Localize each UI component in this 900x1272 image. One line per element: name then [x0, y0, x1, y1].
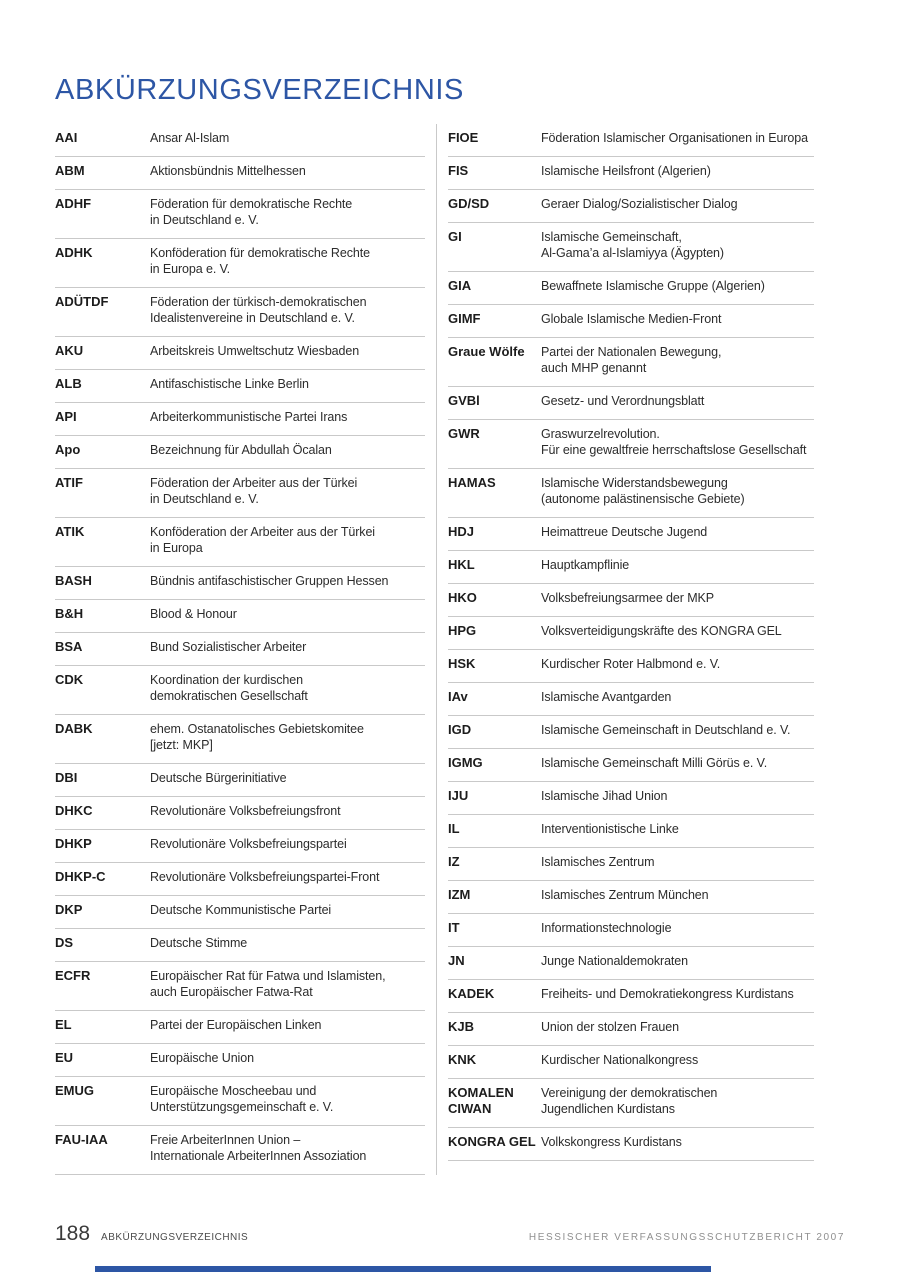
abbreviation-term: AAI	[55, 130, 78, 145]
abbreviation-definition: Union der stolzen Frauen	[541, 1020, 679, 1034]
abbreviation-term: B&H	[55, 606, 84, 621]
table-row	[55, 403, 425, 436]
abbreviation-term: DHKP	[55, 836, 92, 851]
abbreviation-term: HKL	[448, 557, 475, 572]
abbreviation-definition: Bezeichnung für Abdullah Öcalan	[150, 443, 332, 457]
footer-report-label: HESSISCHER VERFASSUNGSSCHUTZBERICHT 2007	[528, 1232, 845, 1243]
table-row	[55, 633, 425, 666]
abbreviation-definition: Islamisches Zentrum München	[541, 888, 709, 902]
table-row	[448, 469, 814, 518]
abbreviation-term: IAv	[448, 689, 468, 704]
abbreviation-term: Graue Wölfe	[448, 344, 525, 359]
table-row	[448, 584, 814, 617]
table-row	[448, 650, 814, 683]
abbreviation-term: GIMF	[448, 311, 481, 326]
table-row	[448, 1079, 814, 1128]
table-row	[55, 600, 425, 633]
abbreviation-definition: Revolutionäre Volksbefreiungspartei	[150, 837, 347, 851]
abbreviation-definition: Informationstechnologie	[541, 921, 672, 935]
abbreviation-definition: Islamisches Zentrum	[541, 855, 655, 869]
abbreviation-definition: Deutsche Stimme	[150, 936, 248, 950]
table-row	[448, 848, 814, 881]
abbreviation-term: DS	[55, 935, 74, 950]
abbreviation-definition: Islamische Gemeinschaft, Al-Gama’a al-Islamiyya (Ägypten)	[541, 230, 724, 260]
table-row	[55, 288, 425, 337]
abbreviation-definition: Gesetz- und Verordnungsblatt	[541, 394, 705, 408]
abbreviation-definition: Deutsche Kommunistische Partei	[150, 903, 332, 917]
abbreviation-term: EMUG	[55, 1083, 94, 1098]
abbreviation-definition: Bündnis antifaschistischer Gruppen Hessen	[150, 574, 389, 588]
abbreviation-term: HDJ	[448, 524, 475, 539]
abbreviation-definition: Vereinigung der demokratischen Jugendlichen Kurdistans	[541, 1086, 718, 1116]
abbreviation-definition: Islamische Heilsfront (Algerien)	[541, 164, 711, 178]
abbreviation-definition: Antifaschistische Linke Berlin	[150, 377, 309, 391]
table-row	[55, 764, 425, 797]
abbreviation-definition: Partei der Nationalen Bewegung, auch MHP genannt	[541, 345, 722, 375]
table-row	[448, 272, 814, 305]
abbreviation-definition: Konföderation für demokratische Rechte in Europa e. V.	[150, 246, 370, 276]
abbreviation-definition: Kurdischer Nationalkongress	[541, 1053, 699, 1067]
abbreviation-term: IGD	[448, 722, 472, 737]
abbreviation-term: API	[55, 409, 77, 424]
abbreviation-term: ADHK	[55, 245, 93, 260]
table-row	[448, 914, 814, 947]
abbreviation-term: ADÜTDF	[55, 294, 109, 309]
abbreviation-definition: Junge Nationaldemokraten	[541, 954, 689, 968]
abbreviation-term: IT	[448, 920, 460, 935]
column-divider	[436, 124, 437, 1175]
table-row	[55, 436, 425, 469]
abbreviation-term: DKP	[55, 902, 83, 917]
abbreviation-definition: Europäischer Rat für Fatwa und Islamisten, auch Europäischer Fatwa-Rat	[150, 969, 386, 999]
table-row	[55, 337, 425, 370]
abbreviation-definition: Föderation der türkisch-demokratischen Idealistenvereine in Deutschland e. V.	[150, 295, 367, 325]
abbreviation-term: IJU	[448, 788, 469, 803]
abbreviation-definition: Föderation für demokratische Rechte in Deutschland e. V.	[150, 197, 353, 227]
abbreviation-term: DHKC	[55, 803, 93, 818]
abbreviation-term: ATIK	[55, 524, 85, 539]
abbreviation-term: DABK	[55, 721, 93, 736]
table-row	[448, 617, 814, 650]
bottom-accent-bar	[95, 1266, 711, 1272]
table-row	[55, 1011, 425, 1044]
table-row	[55, 666, 425, 715]
table-row	[448, 338, 814, 387]
table-row	[448, 782, 814, 815]
abbreviation-definition: Freiheits- und Demokratiekongress Kurdistans	[541, 987, 794, 1001]
table-row	[448, 387, 814, 420]
table-row	[55, 239, 425, 288]
table-row	[55, 1044, 425, 1077]
page-title: ABKÜRZUNGSVERZEICHNIS	[55, 74, 464, 106]
table-row	[448, 223, 814, 272]
abbreviation-definition: Föderation Islamischer Organisationen in Europa	[541, 131, 808, 145]
abbreviation-term: ALB	[55, 376, 82, 391]
abbreviation-definition: Interventionistische Linke	[541, 822, 679, 836]
abbreviation-definition: Partei der Europäischen Linken	[150, 1018, 322, 1032]
abbreviation-columns	[55, 124, 847, 1175]
table-row	[55, 1077, 425, 1126]
abbreviation-list-right	[448, 124, 814, 1161]
abbreviation-term: HSK	[448, 656, 476, 671]
table-row	[55, 830, 425, 863]
abbreviation-term: GWR	[448, 426, 480, 441]
abbreviation-definition: Volksbefreiungsarmee der MKP	[541, 591, 714, 605]
page-footer	[55, 1222, 845, 1246]
abbreviation-term: IL	[448, 821, 460, 836]
table-row	[55, 715, 425, 764]
page-number: 188	[55, 1222, 91, 1245]
table-row	[55, 190, 425, 239]
abbreviation-definition: Revolutionäre Volksbefreiungsfront	[150, 804, 341, 818]
abbreviation-term: GIA	[448, 278, 472, 293]
abbreviation-term: EU	[55, 1050, 74, 1065]
abbreviation-term: BSA	[55, 639, 83, 654]
table-row	[448, 420, 814, 469]
abbreviation-definition: Europäische Moscheebau und Unterstützungsgemeinschaft e. V.	[150, 1084, 334, 1114]
abbreviation-definition: Islamische Gemeinschaft in Deutschland e. V.	[541, 723, 791, 737]
table-row	[448, 947, 814, 980]
abbreviation-term: EL	[55, 1017, 72, 1032]
table-row	[448, 124, 814, 157]
table-row	[448, 305, 814, 338]
abbreviation-term: GI	[448, 229, 462, 244]
abbreviation-term: BASH	[55, 573, 92, 588]
abbreviation-definition: Islamische Jihad Union	[541, 789, 668, 803]
abbreviation-term: ABM	[55, 163, 85, 178]
abbreviation-term: KJB	[448, 1019, 475, 1034]
abbreviation-term: ADHF	[55, 196, 92, 211]
abbreviation-definition: Europäische Union	[150, 1051, 254, 1065]
abbreviation-definition: Hauptkampflinie	[541, 558, 630, 572]
abbreviation-term: DHKP-C	[55, 869, 106, 884]
abbreviation-term: FIOE	[448, 130, 479, 145]
abbreviation-term: GVBl	[448, 393, 480, 408]
abbreviation-definition: Geraer Dialog/Sozialistischer Dialog	[541, 197, 738, 211]
table-row	[55, 567, 425, 600]
table-row	[448, 683, 814, 716]
abbreviation-term: IZ	[448, 854, 460, 869]
abbreviation-term: JN	[448, 953, 465, 968]
abbreviation-term: KOMALEN CIWAN	[448, 1085, 514, 1116]
abbreviation-term: ATIF	[55, 475, 83, 490]
table-row	[448, 551, 814, 584]
table-row	[448, 815, 814, 848]
abbreviation-term: IZM	[448, 887, 471, 902]
abbreviation-term: HPG	[448, 623, 477, 638]
table-row	[55, 124, 425, 157]
abbreviation-term: HKO	[448, 590, 477, 605]
table-row	[55, 469, 425, 518]
table-row	[448, 518, 814, 551]
abbreviation-term: AKU	[55, 343, 84, 358]
table-row	[55, 962, 425, 1011]
abbreviation-term: KADEK	[448, 986, 495, 1001]
table-row	[55, 863, 425, 896]
table-row	[448, 190, 814, 223]
abbreviation-term: DBI	[55, 770, 78, 785]
abbreviation-term: CDK	[55, 672, 84, 687]
abbreviation-definition: Globale Islamische Medien-Front	[541, 312, 722, 326]
abbreviation-definition: Islamische Avantgarden	[541, 690, 672, 704]
table-row	[448, 749, 814, 782]
abbreviation-definition: Bund Sozialistischer Arbeiter	[150, 640, 307, 654]
abbreviation-definition: Graswurzelrevolution. Für eine gewaltfreie herrschaftslose Gesellschaft	[541, 427, 807, 457]
footer-section-label: ABKÜRZUNGSVERZEICHNIS	[101, 1232, 249, 1243]
abbreviation-definition: Revolutionäre Volksbefreiungspartei-Front	[150, 870, 380, 884]
abbreviation-term: HAMAS	[448, 475, 496, 490]
abbreviation-term: GD/SD	[448, 196, 490, 211]
abbreviation-definition: Volkskongress Kurdistans	[541, 1135, 682, 1149]
table-row	[448, 1013, 814, 1046]
abbreviation-definition: ehem. Ostanatolisches Gebietskomitee [jetzt: MKP]	[150, 722, 364, 752]
abbreviation-definition: Konföderation der Arbeiter aus der Türkei in Europa	[150, 525, 375, 555]
abbreviation-term: FAU-IAA	[55, 1132, 108, 1147]
table-row	[55, 1126, 425, 1175]
abbreviation-term: IGMG	[448, 755, 483, 770]
abbreviation-definition: Aktionsbündnis Mittelhessen	[150, 164, 306, 178]
abbreviation-definition: Arbeitskreis Umweltschutz Wiesbaden	[150, 344, 360, 358]
abbreviation-definition: Heimattreue Deutsche Jugend	[541, 525, 708, 539]
abbreviation-term: KNK	[448, 1052, 477, 1067]
table-row	[55, 797, 425, 830]
table-row	[448, 1128, 814, 1161]
abbreviation-term: Apo	[55, 442, 81, 457]
abbreviation-definition: Föderation der Arbeiter aus der Türkei in Deutschland e. V.	[150, 476, 358, 506]
abbreviation-definition: Koordination der kurdischen demokratischen Gesellschaft	[150, 673, 308, 703]
abbreviation-term: FIS	[448, 163, 469, 178]
abbreviation-definition: Bewaffnete Islamische Gruppe (Algerien)	[541, 279, 765, 293]
abbreviation-list-left	[55, 124, 425, 1175]
table-row	[448, 1046, 814, 1079]
table-row	[55, 929, 425, 962]
table-row	[448, 716, 814, 749]
table-row	[55, 896, 425, 929]
abbreviation-term: KONGRA GEL	[448, 1134, 536, 1149]
table-row	[448, 881, 814, 914]
abbreviation-definition: Blood & Honour	[150, 607, 237, 621]
abbreviation-definition: Freie ArbeiterInnen Union – Internationale ArbeiterInnen Assoziation	[150, 1133, 367, 1163]
table-row	[55, 518, 425, 567]
abbreviation-term: ECFR	[55, 968, 91, 983]
abbreviation-definition: Islamische Widerstandsbewegung (autonome palästinensische Gebiete)	[541, 476, 745, 506]
abbreviation-definition: Kurdischer Roter Halbmond e. V.	[541, 657, 721, 671]
table-row	[55, 157, 425, 190]
table-row	[448, 980, 814, 1013]
abbreviation-definition: Deutsche Bürgerinitiative	[150, 771, 287, 785]
table-row	[448, 157, 814, 190]
abbreviation-definition: Ansar Al-Islam	[150, 131, 230, 145]
abbreviation-definition: Islamische Gemeinschaft Milli Görüs e. V.	[541, 756, 768, 770]
abbreviation-definition: Volksverteidigungskräfte des KONGRA GEL	[541, 624, 782, 638]
table-row	[55, 370, 425, 403]
abbreviation-definition: Arbeiterkommunistische Partei Irans	[150, 410, 348, 424]
